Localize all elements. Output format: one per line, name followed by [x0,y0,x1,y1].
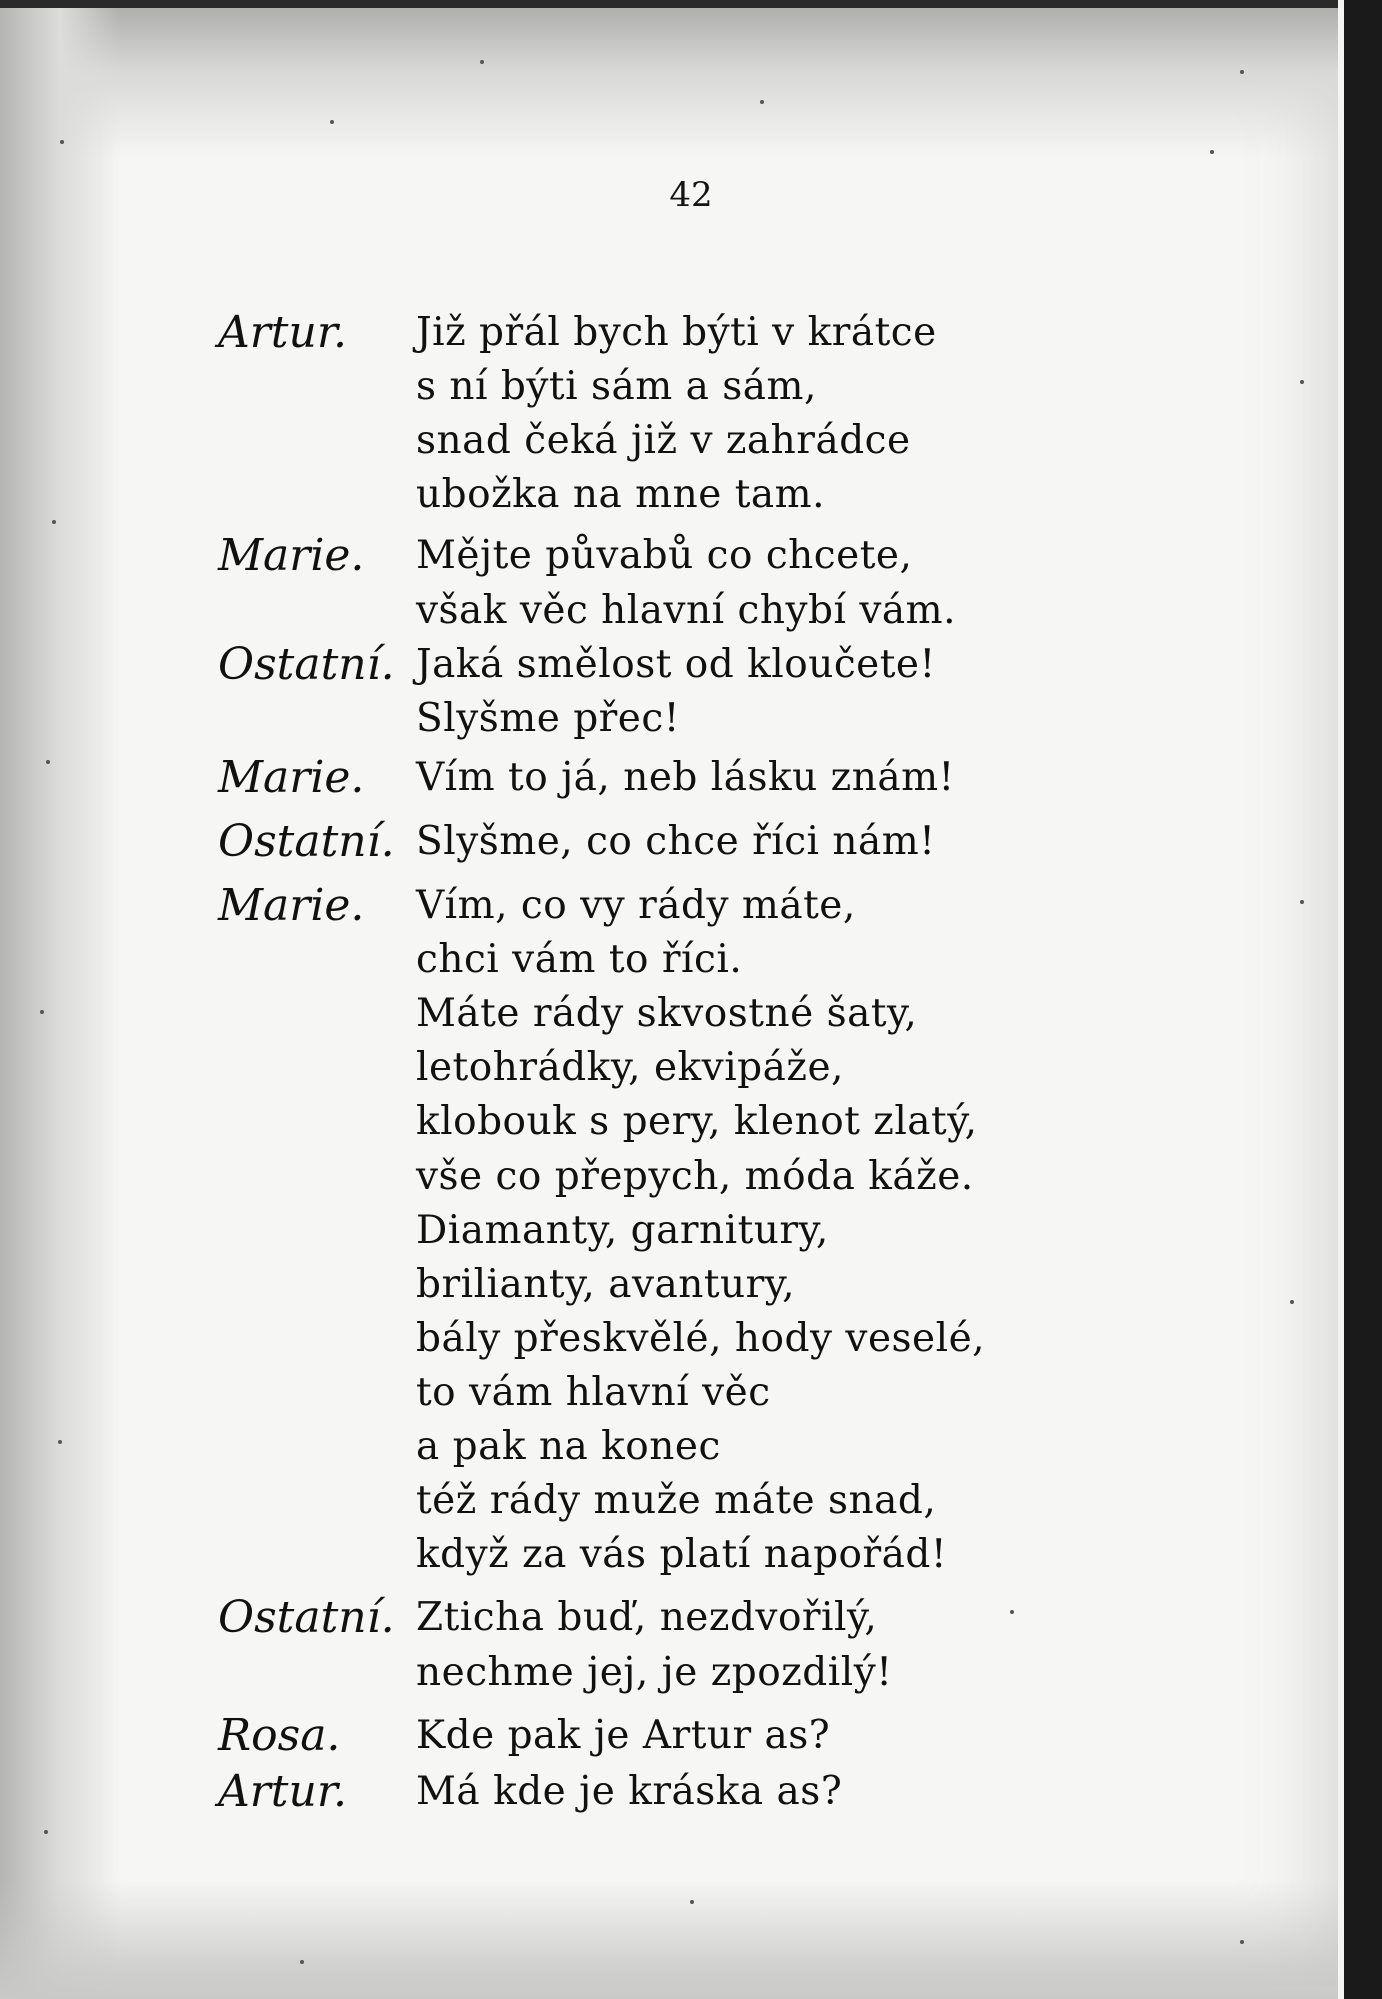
script-line [0,750,1382,806]
script-line [0,1708,1382,1764]
script-line [0,1473,1382,1529]
verse-text: nechme jej, je zpozdilý! [416,1650,893,1695]
scan-speck [40,1010,44,1014]
script-line [0,1590,1382,1646]
verse-text: klobouk s pery, klenot zlatý, [416,1099,978,1144]
scan-speck [1300,900,1304,904]
speaker-name: Artur. [218,1766,348,1817]
verse-text: snad čeká již v zahrádce [416,418,911,463]
speaker-name: Marie. [218,880,365,931]
speaker-name: Rosa. [218,1710,341,1761]
script-line [0,1365,1382,1421]
verse-text: též rády muže máte snad, [416,1478,937,1523]
script-line [0,637,1382,693]
verse-text: chci vám to říci. [416,937,743,982]
verse-text: Slyšme přec! [416,696,680,741]
scan-speck [46,760,50,764]
scan-speck [1240,70,1244,74]
scan-speck [1290,1300,1294,1304]
script-line [0,691,1382,747]
scan-speck [480,60,484,64]
speaker-name: Ostatní. [218,639,395,690]
verse-text: a pak na konec [416,1424,721,1469]
verse-text: letohrádky, ekvipáže, [416,1045,844,1090]
script-line [0,1040,1382,1096]
script-line [0,359,1382,415]
script-line [0,1094,1382,1150]
scan-speck [60,140,64,144]
scan-speck [58,1440,62,1444]
script-line [0,305,1382,361]
scan-speck [1210,150,1214,154]
verse-text: Kde pak je Artur as? [416,1713,831,1758]
verse-text: Již přál bych býti v krátce [416,310,937,355]
scan-top-edge [0,0,1382,8]
verse-text: Má kde je kráska as? [416,1769,843,1814]
page-number: 42 [669,175,713,215]
scan-speck [1240,1940,1244,1944]
verse-text: brilianty, avantury, [416,1262,796,1307]
script-line [0,1419,1382,1475]
script-line [0,467,1382,523]
speaker-name: Marie. [218,530,365,581]
script-line [0,1257,1382,1313]
script-line [0,814,1382,870]
script-line [0,413,1382,469]
verse-text: ubožka na mne tam. [416,472,826,517]
script-line [0,1203,1382,1259]
scan-speck [52,520,56,524]
script-line [0,583,1382,639]
verse-text: Máte rády skvostné šaty, [416,991,918,1036]
scan-shadow-top [0,0,1382,160]
script-line [0,1645,1382,1701]
verse-text: však věc hlavní chybí vám. [416,588,957,633]
script-line [0,528,1382,584]
scan-speck [330,120,334,124]
scan-speck [690,1900,694,1904]
verse-text: když za vás platí napořád! [416,1532,948,1577]
script-line [0,1149,1382,1205]
scan-speck [300,1960,304,1964]
verse-text: Mějte půvabů co chcete, [416,533,913,578]
verse-text: Zticha buď, nezdvořilý, [416,1595,878,1640]
speaker-name: Ostatní. [218,816,395,867]
scan-speck [760,100,764,104]
verse-text: Vím, co vy rády máte, [416,883,856,928]
speaker-name: Marie. [218,752,365,803]
verse-text: vše co přepych, móda káže. [416,1154,974,1199]
verse-text: bály přeskvělé, hody veselé, [416,1316,986,1361]
speaker-name: Artur. [218,307,348,358]
scan-speck [44,1830,48,1834]
scan-speck [1300,380,1304,384]
script-line [0,1311,1382,1367]
scan-shadow-bottom [0,1879,1382,1999]
verse-text: to vám hlavní věc [416,1370,771,1415]
speaker-name: Ostatní. [218,1592,395,1643]
script-line [0,1764,1382,1820]
script-line [0,1527,1382,1583]
verse-text: Jaká smělost od kloučete! [416,642,936,687]
script-line [0,986,1382,1042]
verse-text: Diamanty, garnitury, [416,1208,829,1253]
script-line [0,932,1382,988]
verse-text: Vím to já, neb lásku znám! [416,755,955,800]
verse-text: s ní býti sám a sám, [416,364,817,409]
script-line [0,878,1382,934]
verse-text: Slyšme, co chce říci nám! [416,819,936,864]
scan-speck [1010,1610,1014,1614]
